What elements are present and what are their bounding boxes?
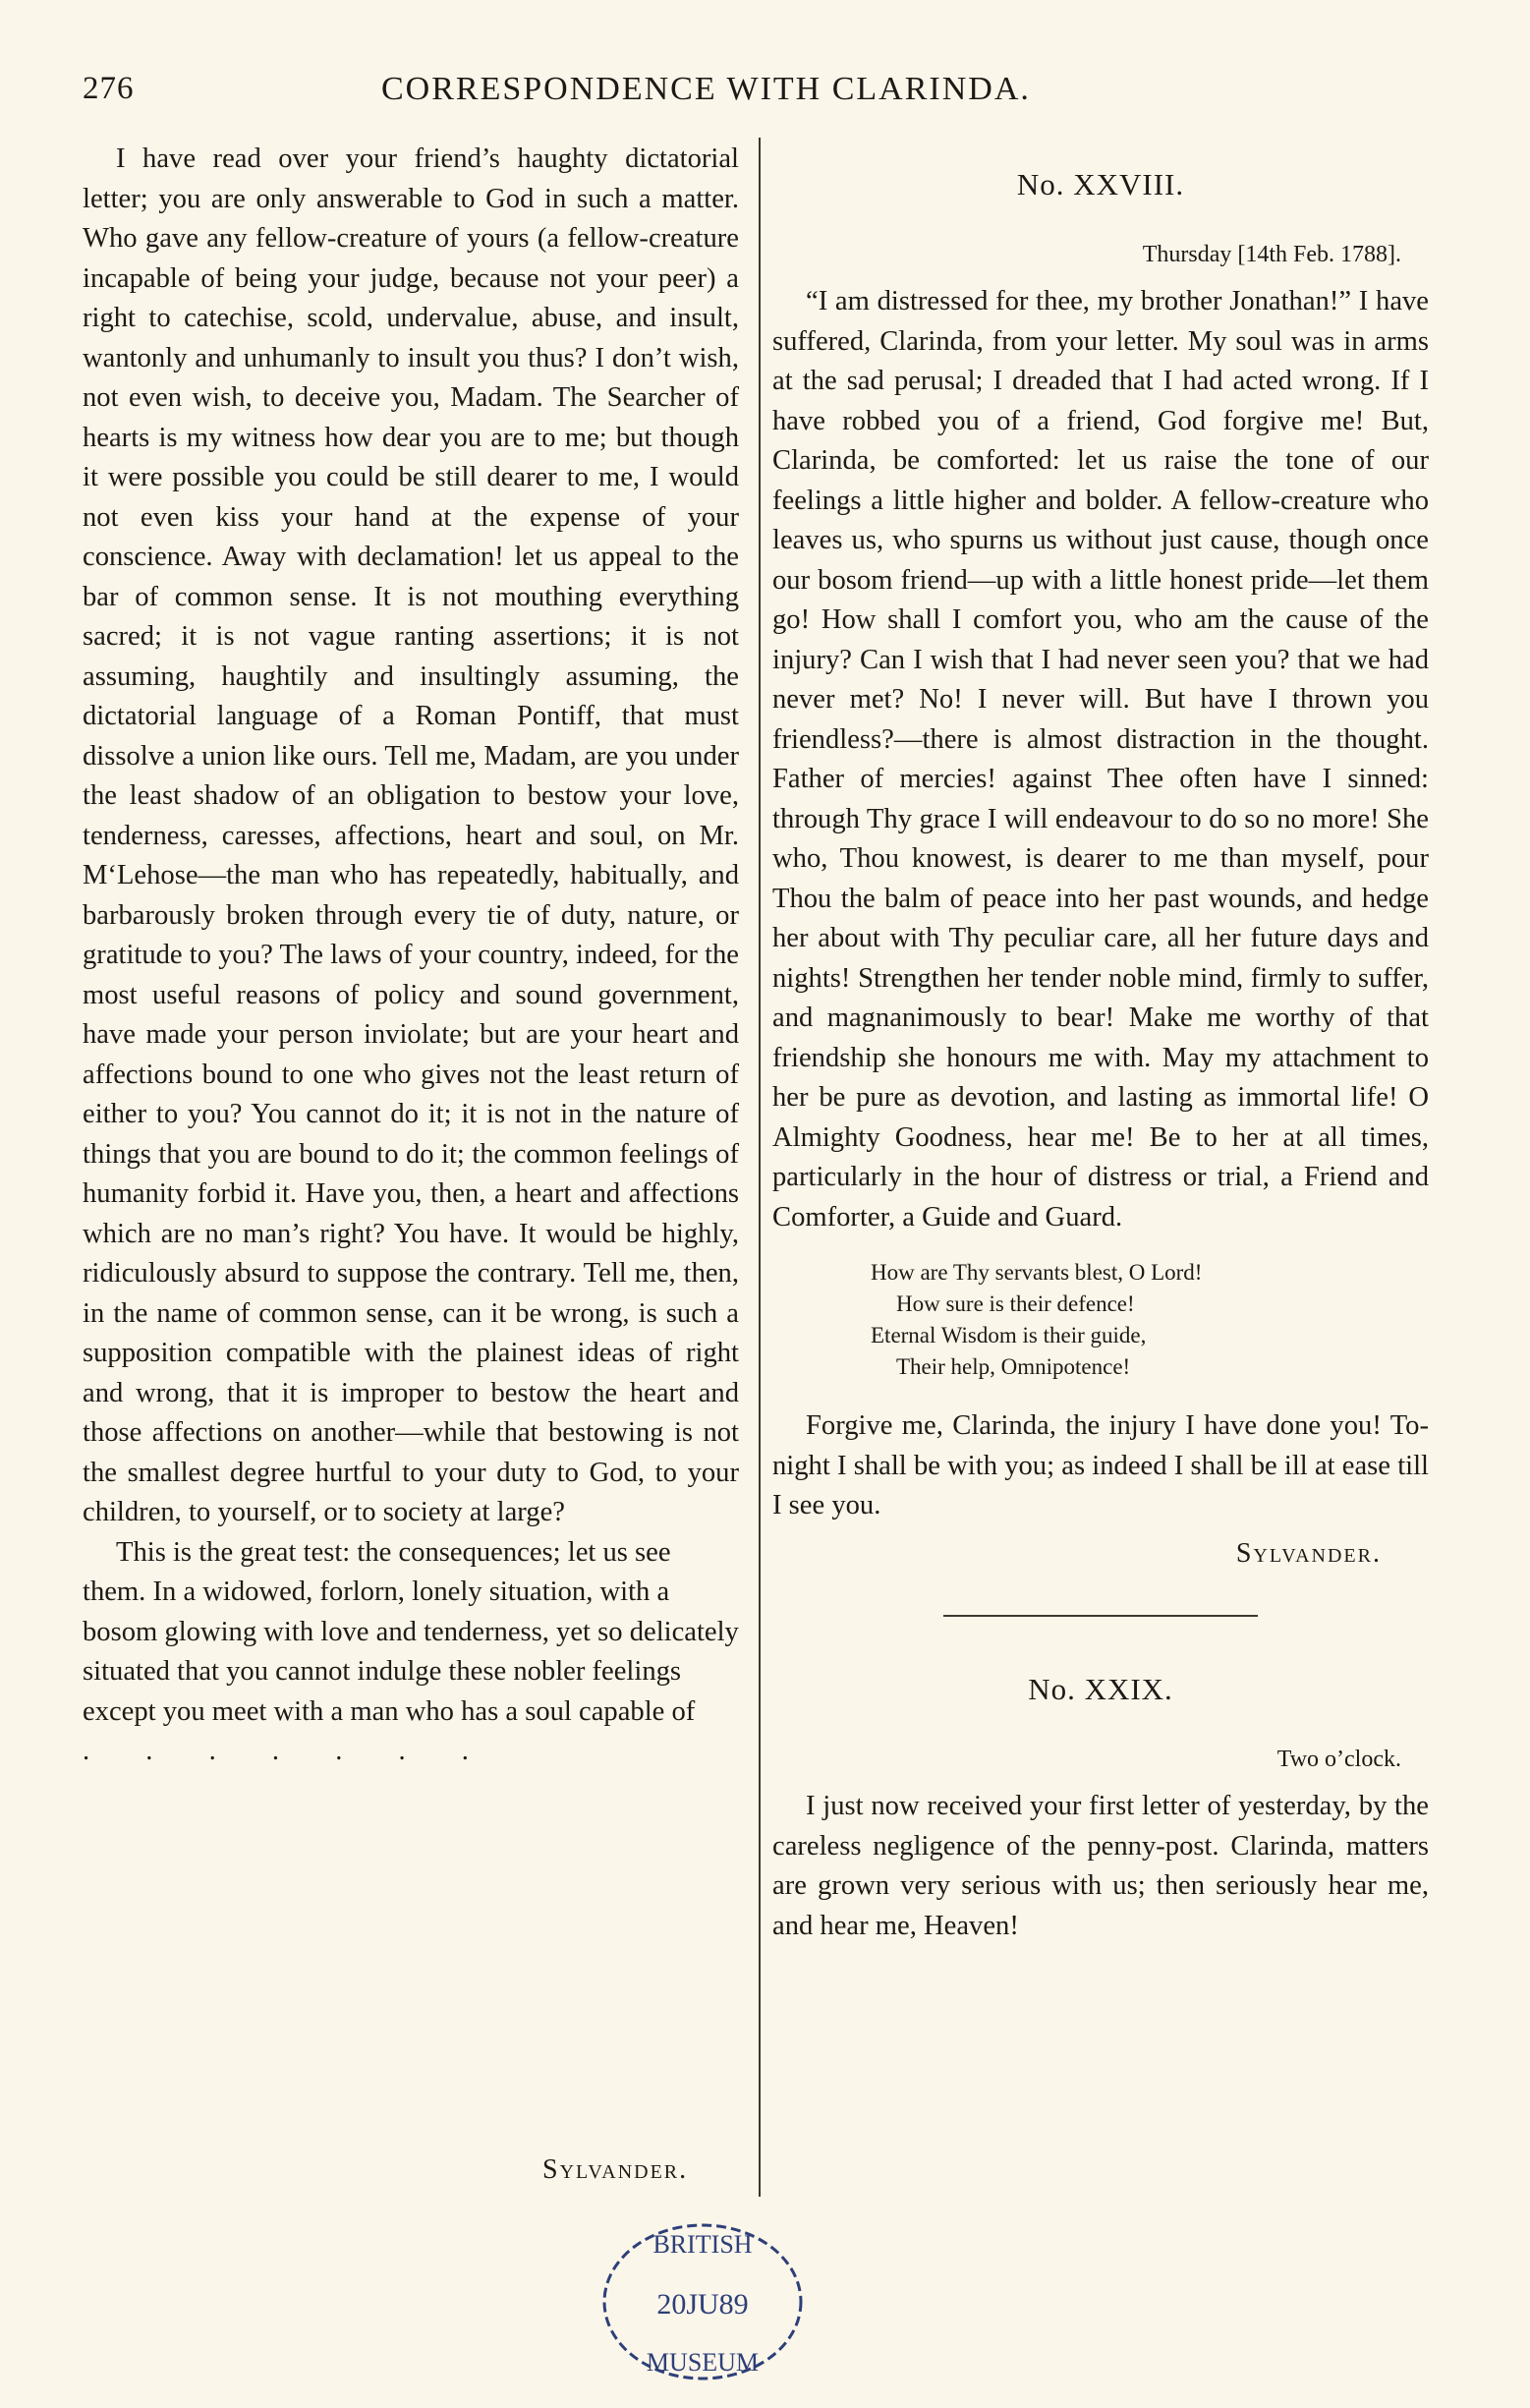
signature-left: Sylvander. [542, 2154, 689, 2185]
letter-28-paragraph-2: Forgive me, Clarinda, the injury I have done you! To-night I shall be with you; as indeed I shall be ill at ease till I see you. [772, 1410, 1429, 1520]
section-rule [943, 1615, 1258, 1617]
page-header [83, 71, 1448, 120]
left-paragraph-2 [83, 1533, 739, 1772]
hymn-verse [871, 1257, 1429, 1383]
page-number: 276 [83, 71, 135, 106]
letter-28-paragraph-1: “I am distressed for thee, my brother Jonathan!” I have suffered, Clarinda, from your letter. My soul was in arms at the sad perusal; I dreaded that I had acted wrong. If I have robbed you of a friend, God forgive me! But, Clarinda, be comforted: let us raise the tone of our feelings a little higher and bolder. A fellow-creature who leaves us, who spurns us without just cause, though once our bosom friend—up with a little honest pride—let them go! How shall I comfort you, who am the cause of the injury? Can I wish that I had never seen you? that we had never met? No! I never will. But have I thrown you friendless?—there is almost distraction in the thought. Father of mercies! against Thee often have I sinned: through Thy grace I will endeavour to do so no more! She who, Thou knowest, is dearer to me than myself, pour Thou the balm of peace into her past wounds, and hedge her about with Thy peculiar care, all her future days and nights! Strengthen her tender noble mind, firmly to suffer, and magnanimously to bear! Make me worthy of that friendship she honours me with. May my attachment to her be pure as devotion, and lasting as immortal life! O Almighty Goodness, hear me! Be to her at all times, particularly in the hour of distress or trial, a Friend and Comforter, a Guide and Guard. [772, 286, 1429, 1233]
poem-line: Eternal Wisdom is their guide, [871, 1323, 1147, 1347]
column-divider [759, 138, 761, 2197]
left-paragraph-1: I have read over your friend’s haughty dictatorial letter; you are only answerable to God in such a matter. Who gave any fellow-creature of yours (a fellow-creature incapable of being your judge, because not your peer) a right to catechise, scold, undervalue, abuse, and insult, wantonly and unhumanly to insult you thus? I don’t wish, not even wish, to deceive you, Madam. The Searcher of hearts is my witness how dear you are to me; but though it were possible you could be still dearer to me, I would not even kiss your hand at the expense of your conscience. Away with declamation! let us appeal to the bar of common sense. It is not mouthing everything sacred; it is not vague ranting assertions; it is not assuming, haughtily and insultingly assuming, the dictatorial language of a Roman Pontiff, that must dissolve a union like ours. Tell me, Madam, are you under the least shadow of an obligation to bestow your love, tenderness, caresses, affections, heart and soul, on Mr. M‘Lehose—the man who has repeatedly, habitually, and barbarously broken through every tie of duty, nature, or gratitude to you? The laws of your country, indeed, for the most useful reasons of policy and sound government, have made your person inviolate; but are your heart and affections bound to one who gives not the least return of either to you? You cannot do it; it is not in the nature of things that you are bound to do it; the common feelings of humanity forbid it. Have you, then, a heart and affections which are no man’s right? You have. It would be highly, ridiculously absurd to suppose the contrary. Tell me, then, in the name of common sense, can it be wrong, is such a supposition compatible with the plainest ideas of right and wrong, that it is improper to bestow the heart and those affections on another—while that bestowing is not the smallest degree hurtful to your duty to God, to your children, to yourself, or to society at large? [83, 143, 739, 1527]
letter-28-date: Thursday [14th Feb. 1788]. [1142, 241, 1401, 267]
left-paragraph-2-text: This is the great test: the consequences; let us see them. In a widowed, forlorn, lonely situation, with a bosom glowing with love and tenderness, yet so delicately situated that you cannot indulge these nobler feelings except you meet with a man who has a soul capable of [83, 1536, 739, 1727]
poem-line: How sure is their defence! [896, 1291, 1135, 1316]
running-title: CORRESPONDENCE WITH CLARINDA. [381, 71, 1031, 107]
stamp-date: 20JU89 [656, 2288, 749, 2321]
poem-line: Their help, Omnipotence! [896, 1354, 1131, 1379]
library-stamp [590, 2213, 816, 2390]
ellipsis: . . . . . . . [83, 1736, 493, 1766]
stamp-top-text: BRITISH [652, 2230, 753, 2259]
letter-29-time: Two o’clock. [1276, 1746, 1401, 1772]
letter-29-paragraph-1: I just now received your first letter of yesterday, by the careless negligence of the penny-post. Clarinda, matters are grown very serious with us; then seriously hear me, and hear me, Heaven! [772, 1791, 1429, 1941]
stamp-bottom-text: MUSEUM [646, 2348, 760, 2377]
letter-28-signature: Sylvander. [1235, 1537, 1382, 1569]
left-column [83, 140, 739, 1772]
letter-29-heading: No. XXIX. [1028, 1672, 1173, 1706]
letter-28-heading: No. XXVIII. [1016, 167, 1185, 201]
right-column [772, 165, 1429, 1946]
poem-line: How are Thy servants blest, O Lord! [871, 1260, 1203, 1285]
